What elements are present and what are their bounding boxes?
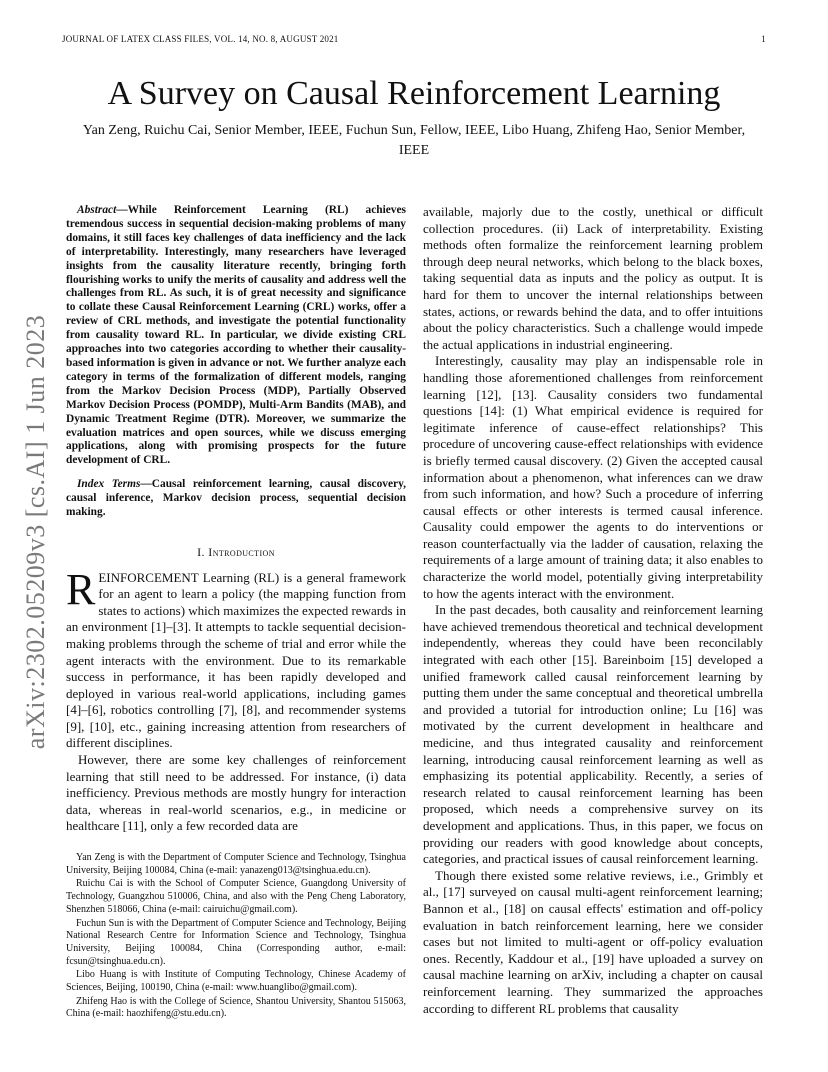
abstract-text: —While Reinforcement Learning (RL) achieves tremendous success in sequential decision-making problems of many domains, it still faces key challenges of data inefficiency and the lack of interpretability. Interestingly, many researchers have leveraged insights from the causality literature recently, bringing forth flourishing works to unify the merits of causality and address well the challenges from RL. As such, it is of great necessity and significance to collate these Causal Reinforcement Learning (CRL) works, offer a review of CRL methods, and investigate the potential functionality from causality toward RL. In particular, we divide existing CRL approaches into two categories according to whether their causality-based information is given in advance or not. We further analyze each category in terms of the formalization of different models, ranging from the Markov Decision Process (MDP), Partially Observed Markov Decision Process (POMDP), Multi-Arm Bandits (MAB), and Dynamic Treatment Regime (DTR). Moreover, we summarize the evaluation matrices and open sources, while we discuss emerging applications, along with promising prospects for the future development of CRL. [66,204,406,467]
right-paragraph-2: Interestingly, causality may play an indispensable role in handling those aforementioned challenges from reinforcement learning [12], [13]. Causality considers two fundamental questions [14]: (1) What empirical evidence is required for legitimate inference of cause-effect relationships? This procedure of uncovering cause-effect relationships with evidence is briefly termed causal discovery. (2) Given the accepted causal information about a phenomenon, what inferences can we draw from such information, and how? Such a procedure of inferring causal effects or other interests is termed causal inference. Causality could empower the agents to do interventions or reason counterfactually via the ladder of causation, relaxing the requirements of a large amount of training data; it also enables to characterize the world model, potentially giving interpretability to how the agents interact with the environment. [423,353,763,601]
running-header [62,34,766,48]
footnote-yan-zeng: Yan Zeng is with the Department of Computer Science and Technology, Tsinghua University, Beijing 100084, China (e-mail: yanazeng013@tsinghua.edu.cn). [66,852,406,876]
intro-paragraph-1-text: EINFORCEMENT Learning (RL) is a general framework for an agent to learn a policy (the mapping function from states to actions) which maximizes the expected rewards in an environment [1]–[3]. It attempts to tackle sequential decision-making problems through the scheme of trial and error while the agent interacts with the environment. Due to its remarkable success in performance, it has been rapidly developed and deployed in various real-world applications, including games [4]–[6], robotics controlling [7], [8], and recommender systems [9], [10], etc., gaining increasing attention from researchers of different disciplines. [66,569,406,751]
footnote-fuchun-sun: Fuchun Sun is with the Department of Computer Science and Technology, Beijing National Research Centre for Information Science and Technology, Tsinghua University, Beijing 100084, China (Corresponding author, e-mail: fcsun@tsinghua.edu.cn). [66,917,406,967]
index-terms [66,478,406,520]
right-column [423,204,763,1017]
arxiv-stamp [6,302,66,762]
paper-title: A Survey on Causal Reinforcement Learning [107,75,721,112]
footnote-zhifeng-hao: Zhifeng Hao is with the College of Science, Shantou University, Shantou 515063, China (e-mail: haozhifeng@stu.edu.cn). [66,995,406,1020]
arxiv-identifier: arXiv:2302.05209v3 [cs.AI] 1 Jun 2023 [21,314,50,750]
page-number: 1 [761,34,766,44]
intro-paragraph-1 [66,564,406,753]
abstract-label: Abstract [77,204,117,216]
index-terms-text: —Causal reinforcement learning, causal discovery, causal inference, Markov decision process, sequential decision making. [66,478,406,519]
footnote-ruichu-cai: Ruichu Cai is with the School of Computer Science, Guangdong University of Technology, Guangzhou 510006, China, and also with the Peng Cheng Laboratory, Shenzhen 518066, China (e-mail: cairuichu@gmail.com). [66,878,406,915]
footnote-libo-huang: Libo Huang is with Institute of Computing Technology, Chinese Academy of Sciences, Beijing, 100190, China (e-mail: www.huanglibo@gmail.com). [66,969,406,994]
right-paragraph-1: available, majorly due to the costly, unethical or difficult collection procedures. (ii) Lack of interpretability. Existing methods often formalize the reinforcement learning problem through deep neural networks, which belong to the black boxes, taking sequential data as inputs and the policy as output. It is hard for them to uncover the internal relationships between states, actions, or rewards behind the data, and to offer intuitions about the policy characteristics. Such a challenge would impede the actual applications in industrial engineering. [423,204,763,352]
abstract [66,204,406,468]
left-column [66,204,406,835]
right-paragraph-4: Though there existed some relative reviews, i.e., Grimbly et al., [17] surveyed on causal multi-agent reinforcement learning; Bannon et al., [18] on causal effects' estimation and off-policy evaluation in batch reinforcement learning, here we consider cases but not limited to multi-agent or off-policy evaluation ones. Recently, Kaddour et al., [19] have uploaded a survey on causal machine learning on arXiv, including a chapter on causal reinforcement learning. They summarized the approaches according to different RL problems that causality [423,867,763,1016]
intro-paragraph-2: However, there are some key challenges of reinforcement learning that still need to be addressed. For instance, (i) data inefficiency. Previous methods are mostly hungry for interaction data, whereas in real-world scenarios, e.g., in medicine or healthcare [11], only a few recorded data are [66,752,406,834]
drop-cap-letter: R [66,564,96,614]
journal-name: JOURNAL OF LATEX CLASS FILES, VOL. 14, NO. 8, AUGUST 2021 [62,34,339,44]
author-footnotes [66,852,406,1022]
right-paragraph-3: In the past decades, both causality and reinforcement learning have achieved tremendous theoretical and technical development independently, whereas they could have been reconcilably integrated with each other [15]. Bareinboim [15] developed a unified framework called causal reinforcement learning by putting them under the same conceptual and theoretical umbrella and provided a tutorial for introduction online; Lu [16] was motivated by the current development in healthcare and medicine, and thus integrated causality and reinforcement learning, introducing causal reinforcement learning as well as emphasizing its potential applicability. Recently, a series of research related to causal reinforcement learning has been proposed, which needs a comprehensive survey on its development and applications. Thus, in this paper, we focus on providing our readers with good knowledge about concepts, categories, and practical issues of causal reinforcement learning. [423,602,763,867]
author-list: Yan Zeng, Ruichu Cai, Senior Member, IEEE, Fuchun Sun, Fellow, IEEE, Libo Huang, Zhifeng Hao, Senior Member, IEEE [82,123,746,158]
index-terms-label: Index Terms [77,478,141,491]
section-heading-introduction: I. Introduction [197,544,275,559]
